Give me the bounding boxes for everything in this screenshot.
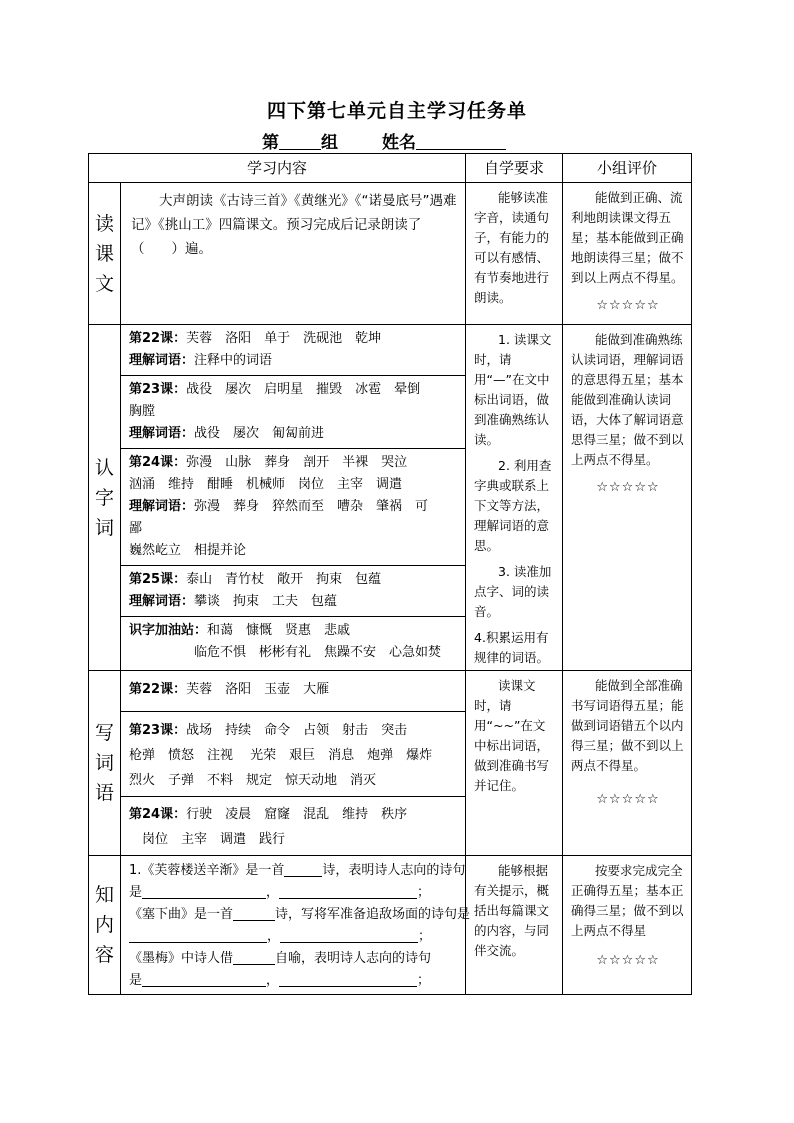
row-recognize (89, 325, 692, 671)
write-star-rating[interactable]: ☆☆☆☆☆ (596, 792, 660, 807)
write-evaluation-cell (563, 671, 692, 856)
read-requirement-cell (466, 183, 563, 325)
recognize-star-rating[interactable]: ☆☆☆☆☆ (596, 480, 660, 495)
header-evaluation: 小组评价 (563, 154, 692, 183)
category-read: 读 课 文 (89, 183, 121, 325)
read-evaluation-cell (563, 183, 692, 325)
category-know: 知 内 容 (89, 856, 121, 995)
write-evaluation: 能做到全部准确书写词语得五星；能做到词语错五个以内得三星；做不到以上两点不得星。 (571, 678, 684, 773)
answer-blank[interactable] (279, 884, 417, 899)
recognize-evaluation: 能做到准确熟练认读词语，理解词语的意思得五星；基本能做到准确认读词语，大体了解词语意思得三星；做不到以上两点不得星。 (571, 332, 684, 467)
task-table (88, 153, 692, 995)
read-evaluation: 能做到正确、流利地朗读课文得五星；基本能做到正确地朗读得三星；做不到以上两点不得星。 (571, 190, 684, 285)
answer-blank[interactable] (142, 884, 266, 899)
write-lesson-24: 第24课：行驶 凌晨 窟窿 混乱 维持 秩序 岗位 主宰 调遣 践行 (129, 807, 408, 847)
name-label: 姓名 (382, 133, 416, 153)
page-title: 四下第七单元自主学习任务单 (266, 100, 527, 122)
read-content-cell (121, 183, 466, 325)
group-blank[interactable] (279, 133, 321, 150)
group-suffix: 组 (321, 133, 338, 153)
know-content-cell (121, 856, 471, 995)
know-evaluation: 按要求完成完全正确得五星；基本正确得三星；做不到以上两点不得星 (571, 863, 684, 938)
answer-blank[interactable] (129, 928, 267, 943)
recognize-requirement-cell (466, 325, 563, 671)
answer-blank[interactable] (279, 972, 417, 987)
row-know (89, 856, 692, 995)
recognize-lesson-25: 第25课：泰山 青竹杖 敞开 拘束 包蕴 理解词语：攀谈 拘束 工夫 包蕴 (121, 566, 465, 617)
header-row (89, 154, 692, 183)
recognize-evaluation-cell (563, 325, 692, 671)
answer-blank[interactable] (233, 950, 275, 965)
read-star-rating[interactable]: ☆☆☆☆☆ (596, 298, 660, 313)
know-requirement-cell (466, 856, 563, 995)
write-lesson-23: 第23课：战场 持续 命令 占领 射击 突击 枪弹 愤怒 注视 光荣 艰巨 消息 炮弹 爆炸 烈火 子弹 不料 规定 惊天动地 消灭 (121, 712, 465, 797)
recognize-requirement-4: 4.积累运用有规律的词语。 (474, 630, 550, 665)
answer-blank[interactable] (142, 972, 266, 987)
answer-blank[interactable] (233, 906, 275, 921)
know-content: 1.《芙蓉楼送辛渐》是一首 诗，表明诗人志向的诗句 是 ， ； 《塞下曲》是一首 诗，写将军准备追敌场面的诗句是 ， ； 《墨梅》中诗人借 自喻，表明诗人志向的诗句 是 ， ； (129, 863, 471, 988)
read-requirement: 能够读准字音，读通句子，有能力的可以有感情、有节奏地进行朗读。 (474, 190, 550, 305)
recognize-lesson-22: 第22课：芙蓉 洛阳 单于 洗砚池 乾坤 理解词语：注释中的词语 (121, 325, 465, 376)
recognize-requirement-1: 1. 读课文时，请用“—”在文中标出词语，做到准确熟练认读。 (474, 332, 552, 447)
write-requirement: 读课文时，请用“~~”在文中标出词语，做到准确书写并记住。 (474, 678, 550, 793)
name-blank[interactable] (416, 133, 506, 150)
row-read (89, 183, 692, 325)
header-content: 学习内容 (89, 154, 466, 183)
recognize-lesson-24: 第24课：弥漫 山脉 葬身 剖开 半裸 哭泣 汹涌 维持 酣睡 机械师 岗位 主宰 调遣 理解词语：弥漫 葬身 猝然而至 嘈杂 肇祸 可 鄙 巍然屹立 相提并论 (121, 449, 465, 566)
write-content-cell (121, 671, 466, 856)
recognize-requirement-2: 2. 利用查字典或联系上下文等方法，理解词语的意思。 (474, 458, 552, 553)
header-requirement: 自学要求 (466, 154, 563, 183)
category-write: 写 词 语 (89, 671, 121, 856)
read-content: 大声朗读《古诗三首》《黄继光》《“诺曼底号”遇难记》《挑山工》四篇课文。预习完成后记录朗读了（ ）遍。 (131, 193, 457, 257)
recognize-lesson-23: 第23课：战役 屡次 启明星 摧毁 冰雹 晕倒 胸膛 理解词语：战役 屡次 匍匐前进 (121, 376, 465, 449)
write-lesson-22: 第22课：芙蓉 洛阳 玉壶 大雁 (121, 671, 465, 712)
answer-blank[interactable] (280, 928, 418, 943)
category-recognize: 认 字 词 (89, 325, 121, 671)
row-write (89, 671, 692, 856)
recognize-content-cell (121, 325, 466, 671)
group-prefix: 第 (262, 133, 279, 153)
know-star-rating[interactable]: ☆☆☆☆☆ (596, 953, 660, 968)
answer-blank[interactable] (284, 862, 322, 877)
write-requirement-cell (466, 671, 563, 856)
recognize-word-station: 识字加油站：和蔼 慷慨 贤惠 悲戚 临危不惧 彬彬有礼 焦躁不安 心急如焚 (129, 623, 442, 660)
student-info-line (262, 128, 506, 153)
know-evaluation-cell (563, 856, 692, 995)
recognize-requirement-3: 3. 读准加点字、词的读音。 (474, 564, 552, 619)
know-requirement: 能够根据有关提示，概括出每篇课文的内容，与同伴交流。 (474, 863, 550, 958)
